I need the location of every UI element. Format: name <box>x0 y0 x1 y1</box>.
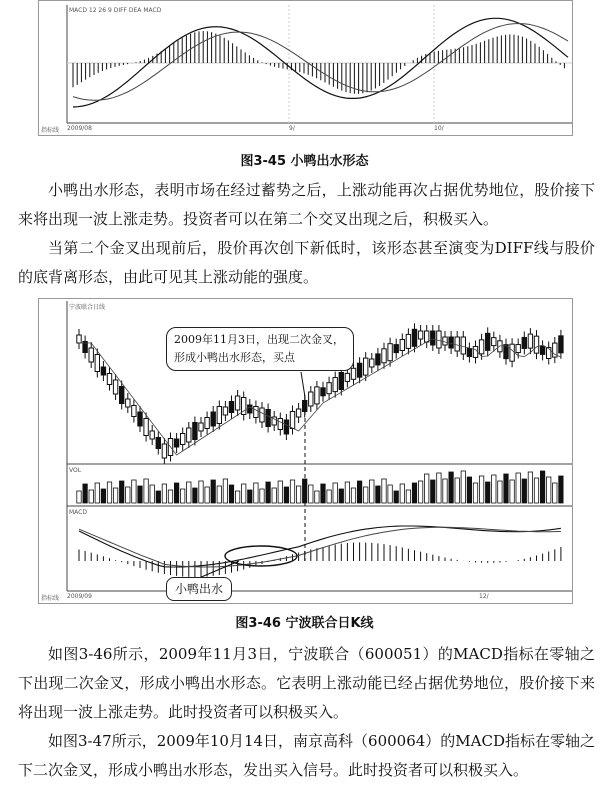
paragraph-2: 当第二个金叉出现前后，股价再次创下新低时，该形态甚至演变为DIFF线与股价的底背离形态，由此可见其上涨动能的强度。 <box>18 239 595 286</box>
candle-body <box>315 387 319 404</box>
candle-body <box>394 345 398 353</box>
candle-body <box>309 392 313 406</box>
candle-body <box>260 408 264 422</box>
candle-body <box>376 354 380 365</box>
candle-body <box>351 368 355 379</box>
candle-body <box>345 373 349 381</box>
volume-bar <box>467 477 471 503</box>
candle-body <box>229 402 233 413</box>
candle-body <box>101 367 105 375</box>
candle-body <box>418 331 422 339</box>
volume-bar <box>351 488 355 503</box>
axis-date-1: 2009/08 <box>67 125 92 132</box>
volume-bar <box>540 471 544 503</box>
volume-bar <box>553 483 557 503</box>
candle-body <box>382 349 386 363</box>
candle-body <box>266 410 270 427</box>
volume-bar <box>199 481 203 503</box>
candle-body <box>516 345 520 353</box>
volume-bar <box>522 479 526 503</box>
figure-3-46-caption: 图3-46 宁波联合日K线 <box>235 616 374 631</box>
candle-body <box>431 331 435 345</box>
volume-bar <box>406 490 410 503</box>
volume-bar <box>443 479 447 503</box>
volume-bar <box>425 474 429 503</box>
candle-body <box>284 420 288 434</box>
candle-body <box>406 334 410 348</box>
volume-bar <box>248 490 252 503</box>
volume-bar <box>528 472 532 503</box>
volume-bar <box>290 480 294 503</box>
volume-bar <box>101 489 105 503</box>
volume-bar <box>315 491 319 503</box>
candle-body <box>370 359 374 367</box>
volume-bar <box>370 480 374 503</box>
volume-bar <box>412 483 416 503</box>
volume-bar <box>345 482 349 503</box>
indicator-side-label: 指标线 <box>41 127 60 134</box>
volume-bar <box>113 488 117 503</box>
volume-bar <box>333 483 337 503</box>
candle-body <box>510 344 514 361</box>
candle-body <box>107 374 111 385</box>
volume-bar <box>498 481 502 503</box>
volume-bar <box>138 486 142 503</box>
candle-body <box>540 346 544 354</box>
candle-body <box>473 346 477 357</box>
volume-bar <box>77 491 81 503</box>
volume-bar <box>296 486 300 503</box>
candle-body <box>211 412 215 426</box>
volume-bar <box>418 481 422 503</box>
candle-body <box>120 387 124 404</box>
volume-bar <box>486 482 490 503</box>
volume-bar <box>284 487 288 503</box>
candle-body <box>187 428 191 442</box>
volume-bar <box>278 481 282 503</box>
candle-body <box>559 336 563 353</box>
candle-body <box>199 423 203 431</box>
candle-body <box>486 333 490 350</box>
candle-body <box>278 419 282 430</box>
volume-bar <box>83 484 87 503</box>
candle-body <box>388 344 392 361</box>
volume-bar <box>132 480 136 503</box>
volume-bar <box>89 490 93 503</box>
volume-bar <box>431 480 435 503</box>
volume-bar <box>559 476 563 503</box>
volume-bar <box>260 489 264 503</box>
volume-bar <box>229 485 233 503</box>
candle-body <box>162 444 166 458</box>
volume-bar <box>400 484 404 503</box>
volume-bar <box>168 490 172 503</box>
candle-body <box>492 338 496 346</box>
volume-bar <box>193 488 197 503</box>
macd-header: MACD 12 26 9 DIFF DEA MACD <box>69 7 162 14</box>
volume-bar <box>437 473 441 503</box>
volume-bar <box>516 473 520 503</box>
volume-bar <box>126 487 130 503</box>
paragraph-4: 如图3-47所示，2009年10月14日，南京高科（600064）的MACD指标在零轴之下二次金叉，形成小鸭出水形态，发出买入信号。此时投资者可以积极买入。 <box>18 732 596 779</box>
axis-date-2: 9/ <box>289 125 295 132</box>
candle-body <box>113 380 117 394</box>
candle-body <box>290 412 294 429</box>
candle-body <box>522 337 526 348</box>
volume-bar <box>150 485 154 503</box>
volume-bar <box>272 488 276 503</box>
macd-label: MACD <box>69 509 87 516</box>
volume-bar <box>547 477 551 503</box>
candle-body <box>357 363 361 377</box>
volume-bar <box>187 482 191 503</box>
candle-body <box>339 373 343 390</box>
volume-bar <box>394 491 398 503</box>
volume-bar <box>144 479 148 503</box>
candle-body <box>412 329 416 346</box>
volume-bar <box>174 483 178 503</box>
volume-bar <box>510 480 514 503</box>
callout-line-2: 形成小鸭出水形态，买点 <box>174 351 295 364</box>
candle-body <box>455 337 459 351</box>
volume-bar <box>223 479 227 503</box>
duckling-pattern-tag: 小鸭出水 <box>166 577 232 601</box>
candle-body <box>437 331 441 348</box>
volume-bar <box>107 482 111 503</box>
volume-bar <box>321 484 325 503</box>
volume-bar <box>388 485 392 503</box>
golden-cross-ellipse <box>225 546 297 566</box>
candle-body <box>138 412 142 426</box>
candle-body <box>467 349 471 357</box>
volume-bar <box>473 483 477 503</box>
candle-body <box>144 419 148 436</box>
candle-body <box>254 407 258 418</box>
candle-body <box>223 407 227 415</box>
candle-body <box>77 335 81 343</box>
volume-bar <box>449 472 453 503</box>
candle-body <box>327 383 331 394</box>
dea-line <box>79 527 561 567</box>
candle-body <box>174 439 178 447</box>
volume-bar <box>211 480 215 503</box>
candle-body <box>534 336 538 353</box>
candle-body <box>95 355 99 372</box>
candle-body <box>461 337 465 354</box>
volume-bar <box>455 478 459 503</box>
volume-bar <box>479 476 483 503</box>
volume-bar <box>382 479 386 503</box>
volume-bar <box>357 481 361 503</box>
volume-bar <box>235 491 239 503</box>
callout-pointer <box>301 372 305 397</box>
candle-body <box>400 340 404 351</box>
volume-bar <box>120 481 124 503</box>
candle-body <box>205 418 209 429</box>
candle-body <box>193 423 197 440</box>
kline-header: 宁波联合日线 <box>69 304 106 311</box>
figure-3-45-macd-chart <box>38 0 573 136</box>
diff-line <box>79 526 561 567</box>
candle-body <box>89 348 93 362</box>
candle-body <box>126 399 130 407</box>
candle-body <box>296 409 300 417</box>
volume-bar <box>364 487 368 503</box>
candle-body <box>181 434 185 445</box>
volume-bar <box>254 483 258 503</box>
candle-body <box>235 396 239 410</box>
candle-body <box>443 337 447 345</box>
callout-line-1: 2009年11月3日，出现二次金叉， <box>174 333 344 346</box>
candle-body <box>528 334 532 348</box>
candle-body <box>132 406 136 417</box>
macd-chart-svg <box>39 1 572 135</box>
volume-label: VOL <box>69 467 82 474</box>
candle-body <box>217 407 221 424</box>
volume-bar <box>309 485 313 503</box>
candle-body <box>479 340 483 354</box>
volume-bar <box>162 484 166 503</box>
volume-bar <box>156 491 160 503</box>
candle-body <box>150 431 154 439</box>
candle-body <box>425 331 429 342</box>
candle-body <box>321 388 325 396</box>
volume-bar <box>461 471 465 503</box>
volume-bar <box>181 489 185 503</box>
volume-bar <box>327 490 331 503</box>
volume-bar <box>534 478 538 503</box>
candle-body <box>449 337 453 348</box>
candle-body <box>248 405 252 413</box>
volume-bar <box>339 489 343 503</box>
volume-bar <box>95 483 99 503</box>
paragraph-3: 如图3-46所示，2009年11月3日，宁波联合（600051）的MACD指标在零轴之下出现二次金叉，形成小鸭出水形态。它表明上涨动能已经占据优势地位，股价接下来将出现一波上涨走势。此时投资者可以积极买入。 <box>18 645 595 721</box>
axis-date-3: 10/ <box>434 125 444 132</box>
buy-point-callout <box>166 327 354 371</box>
candle-body <box>364 358 368 375</box>
volume-bar <box>205 487 209 503</box>
volume-bar <box>492 475 496 503</box>
axis-date-1: 2009/09 <box>67 593 92 600</box>
figure-3-45-caption: 图3-45 小鸭出水形态 <box>240 154 369 169</box>
indicator-side-label: 指标线 <box>41 595 60 602</box>
volume-bar <box>376 486 380 503</box>
paragraph-1: 小鸭出水形态，表明市场在经过蓄势之后，上涨动能再次占据优势地位，股价接下来将出现一波上涨走势。投资者可以在第二个交叉出现之后，积极买入。 <box>18 181 595 228</box>
candle-body <box>156 438 160 449</box>
volume-bar <box>266 482 270 503</box>
volume-bar <box>504 474 508 503</box>
axis-date-2: 12/ <box>479 593 489 600</box>
volume-bar <box>242 484 246 503</box>
volume-bar <box>217 486 221 503</box>
candle-body <box>333 378 337 392</box>
